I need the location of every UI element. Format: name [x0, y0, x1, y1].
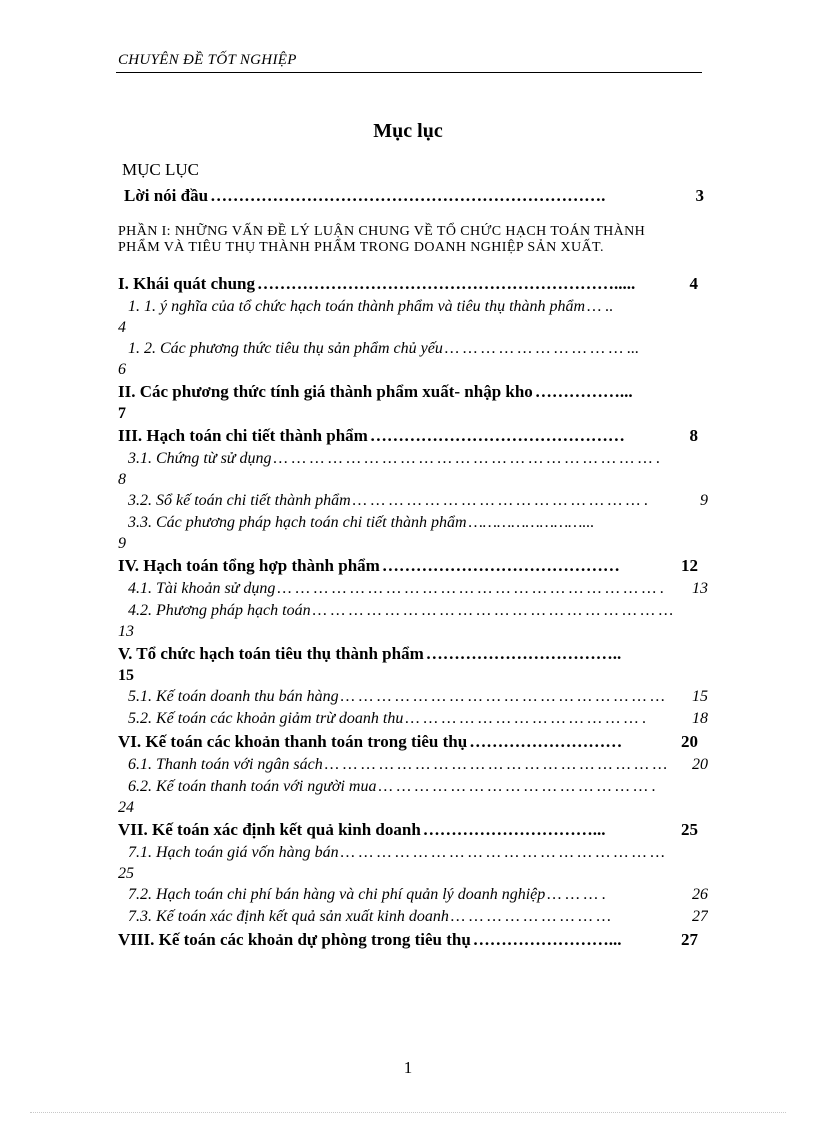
toc-entry-page: 9	[697, 490, 708, 512]
toc-entry-label: 1. 1. ý nghĩa của tổ chức hạch toán thành phẩm và tiêu thụ thành phẩm	[128, 298, 586, 315]
toc-entry[interactable]	[118, 424, 698, 448]
toc-entry-dots: ……………...	[534, 382, 633, 401]
toc-entry-label: VI. Kế toán các khoản thanh toán trong tiêu thụ	[118, 732, 468, 751]
toc-entry-page: 20	[689, 754, 708, 776]
toc-entry[interactable]	[118, 884, 708, 906]
toc-entry-label: III. Hạch toán chi tiết thành phẩm	[118, 426, 368, 445]
toc-entry[interactable]	[118, 600, 708, 622]
toc-entry[interactable]	[118, 448, 708, 470]
toc-entry[interactable]	[118, 512, 708, 534]
header-rule	[116, 72, 702, 73]
toc-entry-label: II. Các phương thức tính giá thành phẩm xuất- nhập kho	[118, 382, 533, 401]
toc-entry[interactable]	[118, 906, 708, 928]
toc-entry-page: 3	[693, 184, 705, 208]
toc-entry[interactable]	[118, 490, 708, 512]
toc-entries	[118, 272, 708, 952]
toc-entry-page: 13	[118, 623, 134, 640]
toc-entry-dots: ………………………………………	[369, 426, 625, 445]
toc-entry[interactable]	[118, 842, 708, 864]
toc-entry-label: Lời nói đầu	[124, 186, 209, 205]
toc-entry-dots: … … … … … … … … … … … … … … … … … … … … … .	[273, 450, 661, 467]
toc-entry-label: 3.1. Chứng từ sử dụng	[128, 450, 272, 467]
page-number: 1	[403, 1058, 413, 1077]
toc-entry-label: 7.1. Hạch toán giá vốn hàng bán	[128, 844, 339, 861]
toc-entry-page: 15	[689, 686, 708, 708]
toc-entry-page: 4	[118, 319, 126, 336]
toc-entry-dots: ……………………...	[472, 930, 622, 949]
toc-entry-dots: ……………………………………………………….....	[257, 274, 636, 293]
toc-entry-page: 12	[678, 554, 698, 578]
toc-entry-label: I. Khái quát chung	[118, 274, 255, 293]
toc-entry-dots: … … … .	[547, 886, 606, 903]
toc-entry-dots: … ..	[587, 298, 614, 315]
toc-entry-dots: … … … … … … … … … … … … … … … … … …	[340, 688, 665, 705]
toc-entry-label: 4.1. Tài khoản sử dụng	[128, 580, 276, 597]
toc-entry-label: 3.2. Sổ kế toán chi tiết thành phẩm	[128, 492, 351, 509]
toc-entry-label: 7.2. Hạch toán chi phí bán hàng và chi phí quản lý doanh nghiệp	[128, 886, 546, 903]
toc-entry-page: 26	[689, 884, 708, 906]
toc-entry-label: VII. Kế toán xác định kết quả kinh doanh	[118, 820, 421, 839]
toc-entry-dots: … … … … … … … … … … … … … … … … … … … …	[312, 602, 674, 619]
toc-entry-label: 4.2. Phương pháp hạch toán	[128, 602, 311, 619]
bottom-divider	[30, 1112, 786, 1113]
toc-entry-dots: … … … … … … … … … … … … … … … .	[378, 778, 656, 795]
toc-entry[interactable]	[118, 642, 698, 666]
toc-entry-dots: ……………………………………	[381, 556, 620, 575]
toc-entry-page: 13	[689, 578, 708, 600]
toc-entry-page: 7	[118, 405, 126, 422]
page-title: Mục lục	[373, 120, 443, 142]
toc-entry-dots: ……………………...	[468, 514, 595, 531]
toc-entry-label: VIII. Kế toán các khoản dự phòng trong tiêu thụ	[118, 930, 471, 949]
toc-entry-label: 6.1. Thanh toán với ngân sách	[128, 756, 323, 773]
toc-entry[interactable]	[118, 296, 708, 318]
toc-entry-label: 1. 2. Các phương thức tiêu thụ sản phẩm chủ yếu	[128, 340, 443, 357]
toc-entry-label: 5.1. Kế toán doanh thu bán hàng	[128, 688, 339, 705]
toc-entry-page: 8	[118, 471, 126, 488]
toc-entry-page: 8	[687, 424, 699, 448]
toc-entry[interactable]	[118, 754, 708, 776]
toc-entry[interactable]	[118, 338, 708, 360]
toc-entry-label: 5.2. Kế toán các khoản giảm trừ doanh thu	[128, 710, 404, 727]
toc-entry-page: 27	[689, 906, 708, 928]
toc-entry-label: 3.3. Các phương pháp hạch toán chi tiết thành phẩm	[128, 514, 467, 531]
toc-entry-page: 25	[678, 818, 698, 842]
toc-entry-page: 25	[118, 865, 134, 882]
page-header: CHUYÊN ĐỀ TỐT NGHIỆP	[118, 52, 297, 68]
toc-entry[interactable]	[118, 928, 698, 952]
toc-entry-page: 6	[118, 361, 126, 378]
toc-entry[interactable]	[118, 776, 708, 798]
toc-entry-dots: … … … … … … … … …	[450, 908, 611, 925]
toc-entry-dots: … … … … … … … … … … ...	[444, 340, 640, 357]
toc-entry-label: 6.2. Kế toán thanh toán với người mua	[128, 778, 377, 795]
toc-entry-dots: … … … … … … … … … … … … … … … … … … … … … .	[277, 580, 665, 597]
toc-entry-label: 7.3. Kế toán xác định kết quả sản xuất kinh doanh	[128, 908, 449, 925]
toc-entry-dots: … … … … … … … … … … … … … … … … … … …	[324, 756, 668, 773]
toc-entry-page: 9	[118, 535, 126, 552]
toc-entry-dots: …………………………...	[422, 820, 606, 839]
toc-entry-dots: …………………………………………………………….	[210, 186, 606, 205]
toc-entry-dots: ……………………………..	[425, 644, 622, 663]
toc-entry[interactable]	[118, 272, 698, 296]
toc-entry-page: 27	[678, 928, 698, 952]
toc-entry[interactable]	[118, 818, 698, 842]
toc-entry-page: 4	[687, 272, 699, 296]
part-heading: PHẦN I: NHỮNG VẤN ĐỀ LÝ LUẬN CHUNG VỀ TỔ CHỨC HẠCH TOÁN THÀNH PHẨM VÀ TIÊU THỤ THÀNH PHẨM TRONG DOANH NGHIỆP SẢN XUẤT.	[118, 224, 646, 255]
toc-entry-dots: … … … … … … … … … … … … … … … … .	[352, 492, 649, 509]
toc-entry-dots: … … … … … … … … … … … … … .	[405, 710, 647, 727]
toc-entry-page: 20	[678, 730, 698, 754]
toc-entry-dots: … … … … … … … … … … … … … … … … … …	[340, 844, 665, 861]
toc-entry-page: 18	[689, 708, 708, 730]
toc-entry-page: 15	[118, 667, 134, 684]
toc-entry-label: IV. Hạch toán tổng hợp thành phẩm	[118, 556, 380, 575]
toc-entry[interactable]	[118, 380, 698, 404]
toc-entry[interactable]	[118, 708, 708, 730]
toc-entry[interactable]	[118, 578, 708, 600]
toc-entry-page: 24	[118, 799, 134, 816]
toc-entry[interactable]	[118, 686, 708, 708]
toc-entry-dots: ………………………	[469, 732, 623, 751]
toc-entry[interactable]	[118, 730, 698, 754]
toc-entry-label: V. Tổ chức hạch toán tiêu thụ thành phẩm	[118, 644, 424, 663]
toc-entry[interactable]	[118, 554, 698, 578]
toc-heading: MỤC LỤC	[122, 160, 199, 179]
table-of-contents	[118, 184, 708, 952]
toc-entry-intro[interactable]	[118, 184, 704, 208]
